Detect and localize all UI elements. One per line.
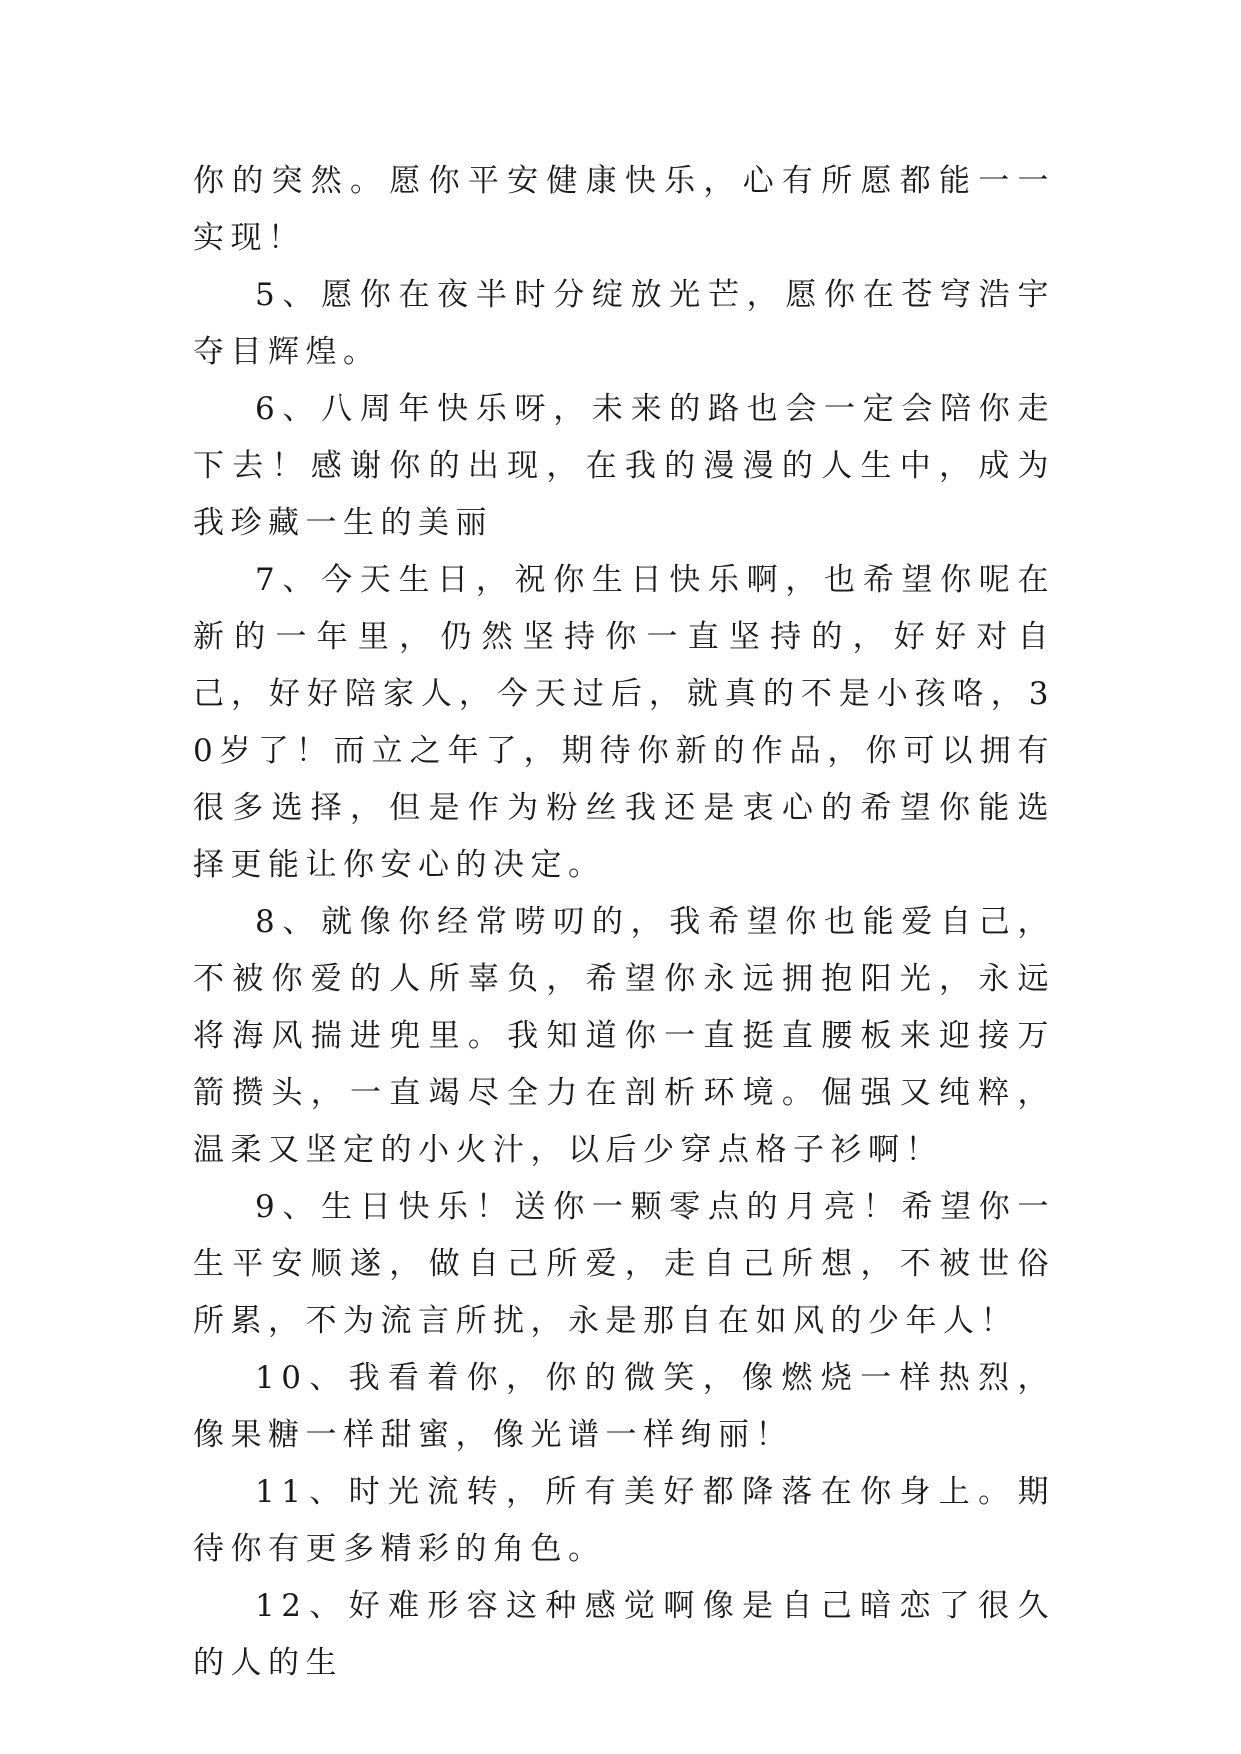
paragraph-item-11: 11、时光流转，所有美好都降落在你身上。期待你有更多精彩的角色。 — [193, 1474, 1055, 1567]
paragraph-item-6: 6、八周年快乐呀，未来的路也会一定会陪你走下去！感谢你的出现，在我的漫漫的人生中，成为我珍藏一生的美丽 — [193, 391, 1055, 541]
document-page — [193, 153, 1055, 1692]
paragraph-item-12: 12、好难形容这种感觉啊像是自己暗恋了很久的人的生 — [193, 1588, 1055, 1681]
paragraph-item-9: 9、生日快乐！送你一颗零点的月亮！希望你一生平安顺遂，做自己所爱，走自己所想，不被世俗所累，不为流言所扰，永是那自在如风的少年人！ — [193, 1189, 1055, 1339]
paragraph-item-7: 7、今天生日，祝你生日快乐啊，也希望你呢在新的一年里，仍然坚持你一直坚持的，好好对自己，好好陪家人，今天过后，就真的不是小孩咯，30岁了！而立之年了，期待你新的作品，你可以拥有很多选择，但是作为粉丝我还是衷心的希望你能选择更能让你安心的决定。 — [193, 562, 1055, 883]
paragraph-item-5: 5、愿你在夜半时分绽放光芒，愿你在苍穹浩宇夺目辉煌。 — [193, 277, 1055, 370]
paragraph-item-10: 10、我看着你，你的微笑，像燃烧一样热烈，像果糖一样甜蜜，像光谱一样绚丽！ — [193, 1360, 1055, 1453]
paragraph-item-8: 8、就像你经常唠叨的，我希望你也能爱自己，不被你爱的人所辜负，希望你永远拥抱阳光，永远将海风揣进兜里。我知道你一直挺直腰板来迎接万箭攒头，一直竭尽全力在剖析环境。倔强又纯粹，温柔又坚定的小火汁，以后少穿点格子衫啊！ — [193, 904, 1055, 1168]
paragraph-continuation: 你的突然。愿你平安健康快乐，心有所愿都能一一实现！ — [193, 163, 1055, 256]
